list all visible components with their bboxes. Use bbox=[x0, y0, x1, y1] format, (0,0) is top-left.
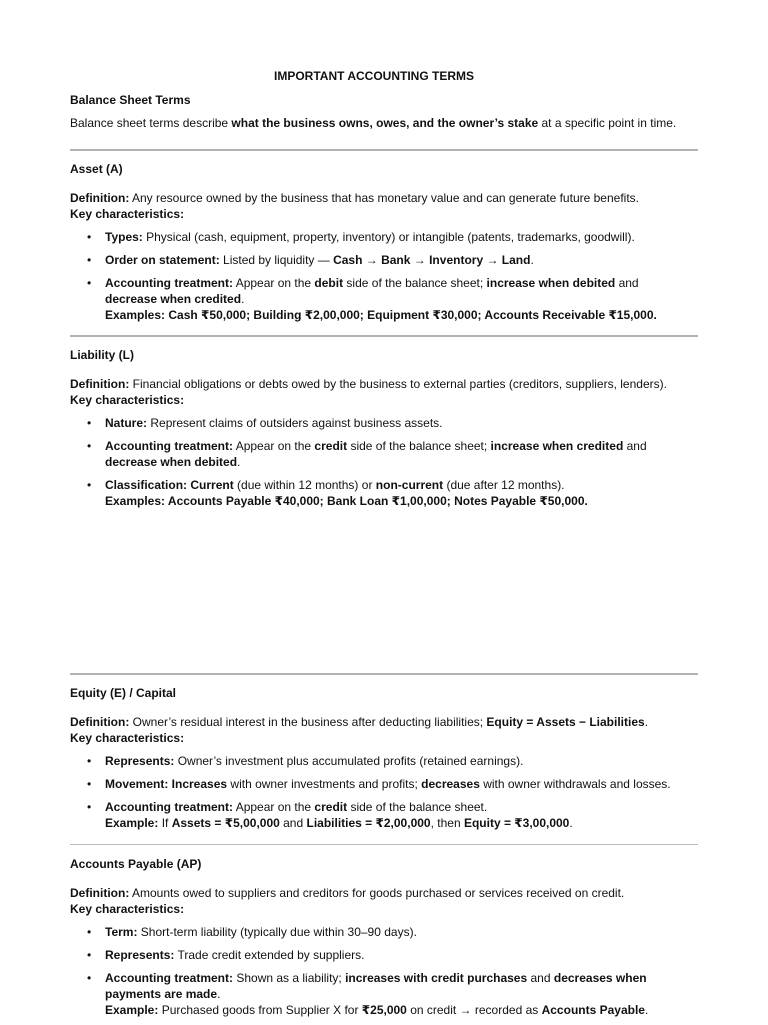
intro-text: Balance sheet terms describe bbox=[70, 116, 232, 130]
item-bold: Current bbox=[187, 478, 234, 492]
item-label: Represents: bbox=[105, 754, 175, 768]
item-bold: Equity = ₹3,00,000 bbox=[463, 816, 570, 830]
characteristics-list bbox=[70, 415, 698, 509]
term-title: Liability (L) bbox=[70, 348, 134, 362]
item-text: side of the balance sheet. bbox=[347, 800, 488, 814]
item-bold: credit bbox=[314, 800, 348, 814]
item-bold: non-current bbox=[375, 478, 444, 492]
item-text: and bbox=[615, 276, 639, 290]
item-label: Nature: bbox=[105, 416, 148, 430]
item-text: (due after 12 months). bbox=[443, 478, 565, 492]
intro-bold: what the business owns, owes, and the owner’s stake bbox=[231, 116, 539, 130]
examples-text: Examples: Accounts Payable ₹40,000; Bank Loan ₹1,00,000; Notes Payable ₹50,000. bbox=[105, 494, 588, 508]
term-title: Asset (A) bbox=[70, 162, 123, 176]
definition-bold: Equity = Assets − Liabilities bbox=[486, 715, 645, 729]
item-text: Owner’s investment plus accumulated profits (retained earnings). bbox=[174, 754, 524, 768]
divider bbox=[70, 149, 698, 151]
item-label: Movement: bbox=[105, 777, 169, 791]
item-text: and bbox=[623, 439, 647, 453]
list-item bbox=[87, 477, 698, 509]
item-label: Order on statement: bbox=[105, 253, 220, 267]
definition bbox=[70, 190, 698, 206]
document-title: IMPORTANT ACCOUNTING TERMS bbox=[274, 69, 474, 83]
section-intro bbox=[70, 116, 710, 130]
item-text: on credit → recorded as bbox=[406, 1003, 542, 1017]
item-bold: decrease when debited bbox=[105, 455, 238, 469]
bullet-icon: • bbox=[87, 800, 92, 814]
list-item bbox=[87, 947, 698, 963]
item-bold: debit bbox=[314, 276, 344, 290]
list-item bbox=[87, 776, 698, 792]
definition-text: Financial obligations or debts owed by the business to external parties (creditors, suppliers, lenders). bbox=[129, 377, 667, 391]
item-bold: increases with credit purchases bbox=[345, 971, 528, 985]
item-text: Appear on the bbox=[233, 276, 315, 290]
definition-text-end: . bbox=[644, 715, 649, 729]
item-bold: Increases bbox=[168, 777, 228, 791]
bullet-icon: • bbox=[87, 971, 92, 985]
item-text: side of the balance sheet; bbox=[343, 276, 487, 290]
bullet-icon: • bbox=[87, 478, 92, 492]
example-label: Example: bbox=[105, 816, 159, 830]
item-bold: decreases when payments are made bbox=[105, 971, 647, 1001]
definition bbox=[70, 885, 698, 901]
bullet-icon: • bbox=[87, 777, 92, 791]
key-characteristics-label: Key characteristics: bbox=[70, 731, 185, 745]
term-liability bbox=[70, 348, 698, 516]
divider bbox=[70, 335, 698, 337]
item-text: . bbox=[569, 816, 573, 830]
term-title: Accounts Payable (AP) bbox=[70, 857, 202, 871]
definition-label: Definition: bbox=[70, 715, 130, 729]
item-text: If bbox=[158, 816, 172, 830]
term-title: Equity (E) / Capital bbox=[70, 686, 177, 700]
definition-label: Definition: bbox=[70, 377, 130, 391]
item-bold: increase when debited bbox=[486, 276, 616, 290]
definition bbox=[70, 714, 698, 730]
bullet-icon: • bbox=[87, 925, 92, 939]
item-label: Accounting treatment: bbox=[105, 276, 234, 290]
item-text: with owner withdrawals and losses. bbox=[479, 777, 671, 791]
definition-label: Definition: bbox=[70, 886, 130, 900]
term-accounts-payable bbox=[70, 857, 698, 1025]
characteristics-list bbox=[70, 924, 698, 1018]
list-item bbox=[87, 799, 698, 831]
item-label: Accounting treatment: bbox=[105, 971, 234, 985]
item-label: Classification: bbox=[105, 478, 188, 492]
characteristics-list bbox=[70, 753, 698, 831]
item-text: Represent claims of outsiders against business assets. bbox=[147, 416, 443, 430]
definition-text: Owner’s residual interest in the business after deducting liabilities; bbox=[129, 715, 487, 729]
list-item bbox=[87, 252, 698, 268]
item-text: Appear on the bbox=[233, 439, 315, 453]
item-text: . bbox=[237, 455, 241, 469]
item-bold: Assets = ₹5,00,000 bbox=[171, 816, 280, 830]
key-characteristics-label: Key characteristics: bbox=[70, 902, 185, 916]
item-text: (due within 12 months) or bbox=[233, 478, 376, 492]
item-label: Represents: bbox=[105, 948, 175, 962]
divider bbox=[70, 844, 698, 845]
item-label: Accounting treatment: bbox=[105, 439, 234, 453]
item-bold: increase when credited bbox=[490, 439, 624, 453]
item-bold: Cash → Bank → Inventory → Land bbox=[333, 253, 531, 267]
bullet-icon: • bbox=[87, 276, 92, 290]
bullet-icon: • bbox=[87, 754, 92, 768]
definition-label: Definition: bbox=[70, 191, 130, 205]
item-text: Appear on the bbox=[233, 800, 315, 814]
item-text: Physical (cash, equipment, property, inventory) or intangible (patents, trademarks, goodwill). bbox=[142, 230, 635, 244]
term-asset bbox=[70, 162, 698, 330]
item-bold: credit bbox=[314, 439, 348, 453]
item-text: . bbox=[530, 253, 534, 267]
item-bold: decreases bbox=[421, 777, 480, 791]
examples-text: Examples: Cash ₹50,000; Building ₹2,00,000; Equipment ₹30,000; Accounts Receivable ₹15,000. bbox=[105, 308, 657, 322]
item-text: Shown as a liability; bbox=[233, 971, 346, 985]
item-text: . bbox=[241, 292, 245, 306]
list-item bbox=[87, 275, 698, 323]
item-text: . bbox=[217, 987, 221, 1001]
term-equity bbox=[70, 686, 698, 838]
item-text: and bbox=[279, 816, 307, 830]
item-label: Term: bbox=[105, 925, 138, 939]
item-text: Purchased goods from Supplier X for bbox=[158, 1003, 362, 1017]
item-bold: decrease when credited bbox=[105, 292, 242, 306]
item-text: Listed by liquidity — bbox=[219, 253, 334, 267]
bullet-icon: • bbox=[87, 230, 92, 244]
item-text: side of the balance sheet; bbox=[347, 439, 491, 453]
item-text: Short-term liability (typically due within 30–90 days). bbox=[137, 925, 417, 939]
key-characteristics-label: Key characteristics: bbox=[70, 207, 185, 221]
characteristics-list bbox=[70, 229, 698, 323]
item-bold: Accounts Payable bbox=[541, 1003, 645, 1017]
item-bold: Liabilities = ₹2,00,000 bbox=[306, 816, 431, 830]
section-title: Balance Sheet Terms bbox=[70, 93, 191, 107]
intro-text-end: at a specific point in time. bbox=[538, 116, 677, 130]
item-bold: ₹25,000 bbox=[361, 1003, 407, 1017]
list-item bbox=[87, 438, 698, 470]
item-text: with owner investments and profits; bbox=[227, 777, 422, 791]
bullet-icon: • bbox=[87, 439, 92, 453]
bullet-icon: • bbox=[87, 416, 92, 430]
item-label: Types: bbox=[105, 230, 143, 244]
bullet-icon: • bbox=[87, 948, 92, 962]
definition-text: Any resource owned by the business that has monetary value and can generate future benefits. bbox=[129, 191, 639, 205]
divider bbox=[70, 673, 698, 675]
item-label: Accounting treatment: bbox=[105, 800, 234, 814]
list-item bbox=[87, 415, 698, 431]
list-item bbox=[87, 229, 698, 245]
bullet-icon: • bbox=[87, 253, 92, 267]
key-characteristics-label: Key characteristics: bbox=[70, 393, 185, 407]
definition bbox=[70, 376, 698, 392]
list-item bbox=[87, 753, 698, 769]
item-text: , then bbox=[430, 816, 464, 830]
example-label: Example: bbox=[105, 1003, 159, 1017]
item-text: and bbox=[527, 971, 554, 985]
list-item bbox=[87, 970, 698, 1018]
item-text: . bbox=[644, 1003, 649, 1017]
item-text: Trade credit extended by suppliers. bbox=[174, 948, 365, 962]
definition-text: Amounts owed to suppliers and creditors for goods purchased or services received on credit. bbox=[129, 886, 625, 900]
list-item bbox=[87, 924, 698, 940]
